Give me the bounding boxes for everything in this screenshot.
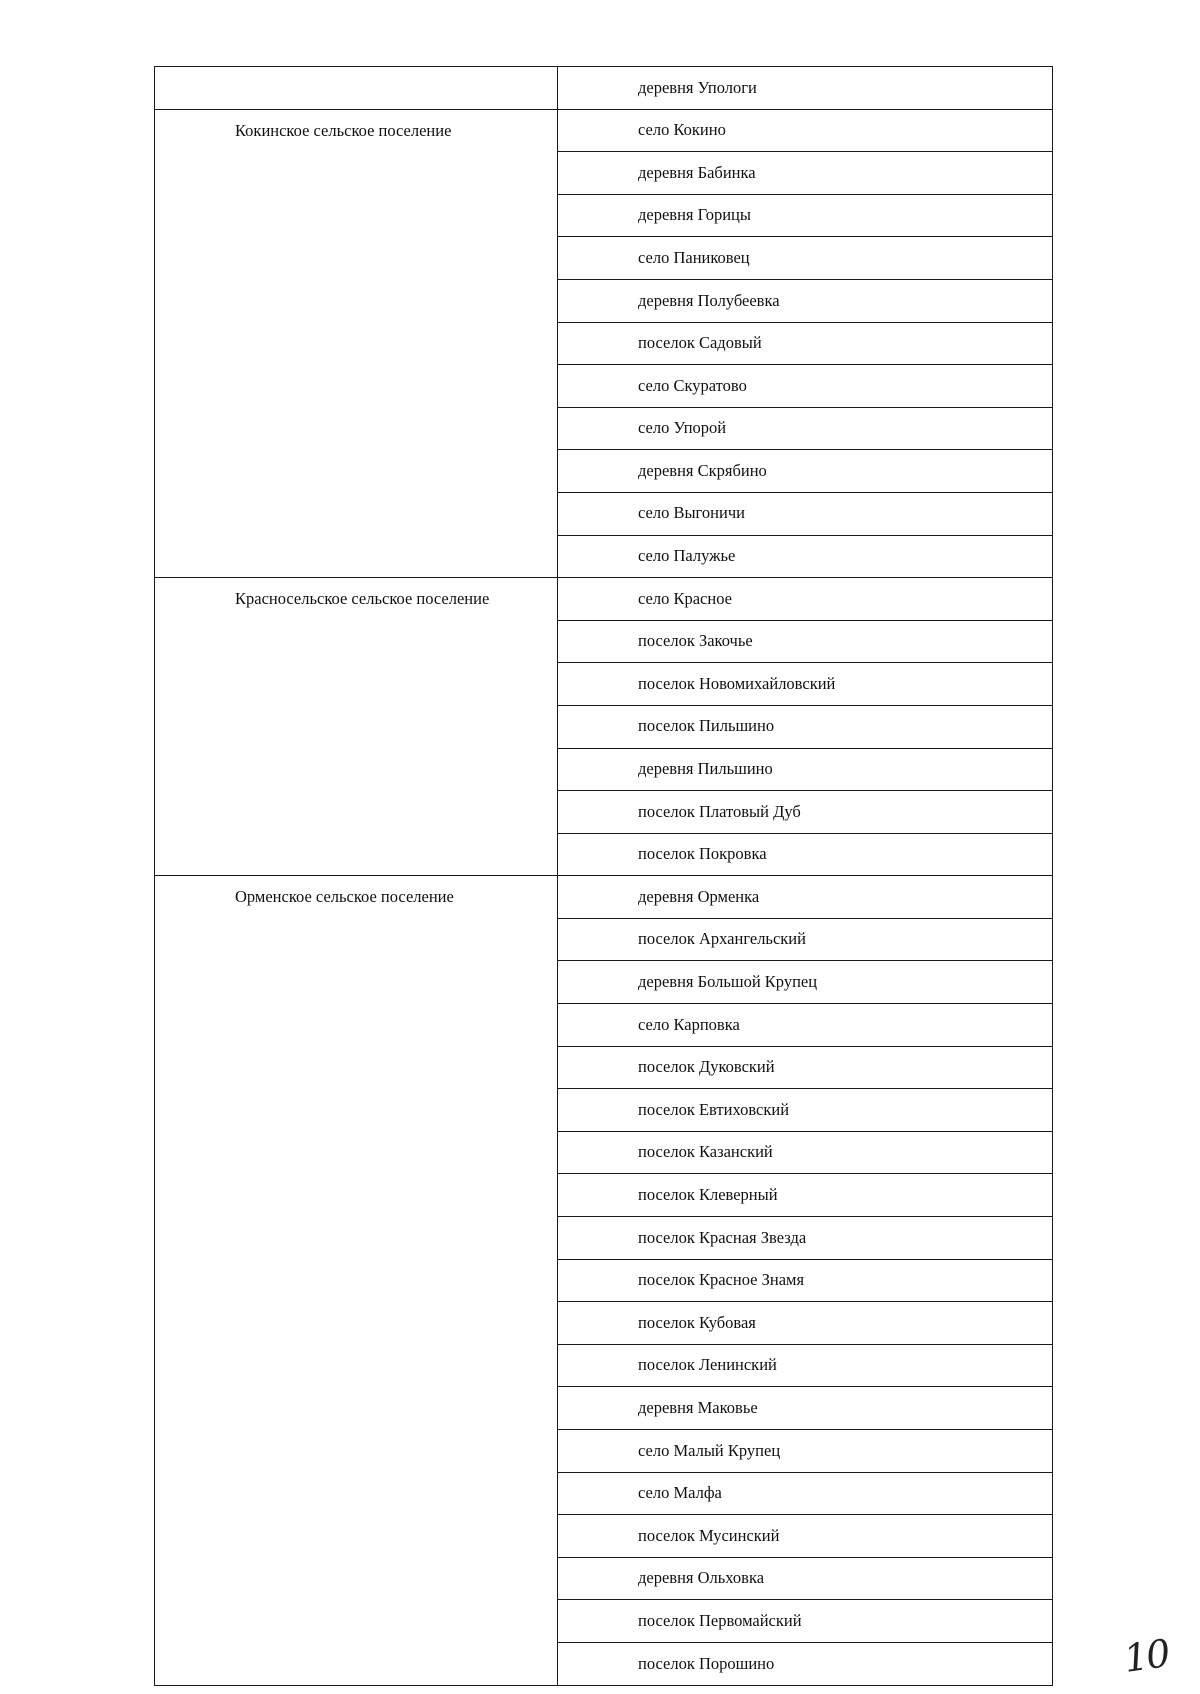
village-name-cell: поселок Казанский xyxy=(558,1131,1053,1174)
village-name-cell: село Паниковец xyxy=(558,237,1053,280)
settlement-name-cell: Кокинское сельское поселение xyxy=(155,109,558,578)
table-row xyxy=(155,67,1053,110)
village-name-cell: деревня Полубеевка xyxy=(558,279,1053,322)
settlements-table-body xyxy=(155,67,1053,1686)
village-name-cell: поселок Евтиховский xyxy=(558,1089,1053,1132)
table-row xyxy=(155,876,1053,919)
village-name-cell: деревня Упологи xyxy=(558,67,1053,110)
village-name-cell: деревня Маковье xyxy=(558,1387,1053,1430)
village-name-cell: поселок Дуковский xyxy=(558,1046,1053,1089)
settlement-name-cell: Красносельское сельское поселение xyxy=(155,578,558,876)
table-row xyxy=(155,578,1053,621)
village-name-cell: село Малый Крупец xyxy=(558,1430,1053,1473)
village-name-cell: поселок Новомихайловский xyxy=(558,663,1053,706)
village-name-cell: деревня Скрябино xyxy=(558,450,1053,493)
settlement-name-cell: Орменское сельское поселение xyxy=(155,876,558,1685)
village-name-cell: поселок Порошино xyxy=(558,1642,1053,1685)
village-name-cell: село Упорой xyxy=(558,407,1053,450)
village-name-cell: село Выгоничи xyxy=(558,492,1053,535)
village-name-cell: село Кокино xyxy=(558,109,1053,152)
village-name-cell: село Красное xyxy=(558,578,1053,621)
page-number: 10 xyxy=(1121,1631,1172,1681)
village-name-cell: село Карповка xyxy=(558,1004,1053,1047)
village-name-cell: поселок Клеверный xyxy=(558,1174,1053,1217)
village-name-cell: деревня Большой Крупец xyxy=(558,961,1053,1004)
village-name-cell: поселок Пильшино xyxy=(558,705,1053,748)
village-name-cell: поселок Красное Знамя xyxy=(558,1259,1053,1302)
village-name-cell: поселок Первомайский xyxy=(558,1600,1053,1643)
village-name-cell: деревня Бабинка xyxy=(558,152,1053,195)
village-name-cell: деревня Орменка xyxy=(558,876,1053,919)
village-name-cell: поселок Закочье xyxy=(558,620,1053,663)
village-name-cell: поселок Ленинский xyxy=(558,1344,1053,1387)
village-name-cell: поселок Кубовая xyxy=(558,1302,1053,1345)
village-name-cell: село Малфа xyxy=(558,1472,1053,1515)
village-name-cell: поселок Садовый xyxy=(558,322,1053,365)
village-name-cell: поселок Платовый Дуб xyxy=(558,791,1053,834)
village-name-cell: деревня Пильшино xyxy=(558,748,1053,791)
settlement-name-cell xyxy=(155,67,558,110)
village-name-cell: деревня Горицы xyxy=(558,194,1053,237)
village-name-cell: село Палужье xyxy=(558,535,1053,578)
village-name-cell: поселок Архангельский xyxy=(558,918,1053,961)
village-name-cell: поселок Мусинский xyxy=(558,1515,1053,1558)
village-name-cell: село Скуратово xyxy=(558,365,1053,408)
settlements-table xyxy=(154,66,1053,1686)
village-name-cell: поселок Красная Звезда xyxy=(558,1217,1053,1260)
table-row xyxy=(155,109,1053,152)
village-name-cell: деревня Ольховка xyxy=(558,1557,1053,1600)
village-name-cell: поселок Покровка xyxy=(558,833,1053,876)
